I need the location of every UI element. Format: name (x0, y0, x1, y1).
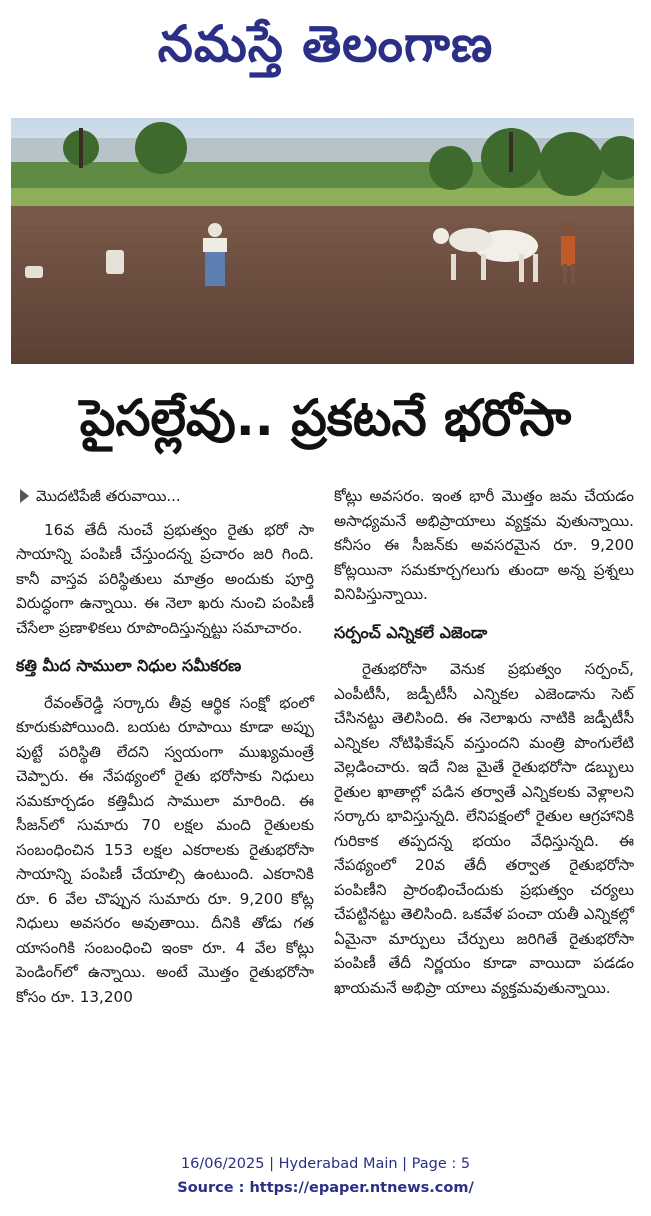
article-column-left (16, 484, 314, 1009)
funds-paragraph-continued: కోట్లు అవసరం. ఇంత భారీ మొత్తం జమ చేయడం అసాధ్యమనే అభిప్రాయాలు వ్యక్తమ వుతున్నాయి. కనీసం ఈ సీజన్‌కు అవసరమైన రూ. 9,200 కోట్లయినా సమకూర్చగలుగు తుందా అన్న ప్రశ్నలు వినిపిస్తున్నాయి. (334, 487, 634, 603)
arrow-right-icon (20, 489, 29, 503)
intro-paragraph: 16వ తేదీ నుంచే ప్రభుత్వం రైతు భరో సా సాయాన్ని పంపిణీ చేస్తుందన్న ప్రచారం జరి గింది. కానీ వాస్తవ పరిస్థితులు మాత్రం అందుకు పూర్తి విరుద్ధంగా ఉన్నాయి. ఈ నెలా ఖరు నుంచి పంపిణీ చేసేలా ప్రణాళికలు రూపొందిస్తున్నట్టు సమాచారం. (16, 520, 314, 637)
funds-paragraph: రేవంత్‌రెడ్డి సర్కారు తీవ్ర ఆర్థిక సంక్షో భంలో కూరుకుపోయింది. బయట రూపాయి కూడా అప్పు పుట్టే పరిస్థితి లేదని స్వయంగా ముఖ్యమంత్రే చెప్పారు. ఈ నేపథ్యంలో రైతు భరోసాకు నిధులు సమకూర్చడం కత్తిమీద సాములా మారింది. ఈ సీజన్‌లో సుమారు 70 లక్షల మంది రైతులకు సంబంధించిన 153 లక్షల ఎకరాలకు రైతుభరోసా సాయాన్ని పంపిణీ చేయాల్సి ఉంటుంది. ఎకరానికి రూ. 6 వేల చొప్పున సుమారు రూ. 9,200 కోట్ల నిధులు అవసరం అవుతాయి. దీనికి తోడు గత యాసంగికి సంబంధించి ఇంకా రూ. 4 వేల కోట్లు పెండింగ్‌లో ఉన్నాయి. అంటే మొత్తం రైతుభరోసా కోసం రూ. 13,200 (16, 693, 314, 1006)
newspaper-logo: నమస్తే తెలంగాణ (157, 15, 494, 73)
source-link[interactable]: Source : https://epaper.ntnews.com/ (177, 1180, 474, 1196)
kicker (16, 484, 314, 509)
edition-info: 16/06/2025 | Hyderabad Main | Page : 5 (180, 1156, 471, 1172)
elections-paragraph: రైతుభరోసా వెనుక ప్రభుత్వం సర్పంచ్, ఎంపీటీసీ, జడ్పీటీసీ ఎన్నికల ఎజెండాను సెట్ చేసినట్టు తెలిసింది. ఈ నెలాఖరు నాటికి జడ్పీటీసీ ఎన్నికల నోటిఫికేషన్ వస్తుందని మంత్రి పొంగులేటి వెల్లడించారు. ఇదే నిజ మైతే రైతుభరోసా డబ్బులు రైతుల ఖాతాల్లో పడిన తర్వాతే ఎన్నికలకు వెళ్లాలని సర్కారు భావిస్తున్నది. లేనిపక్షంలో రైతుల ఆగ్రహానికి గురికాక తప్పదన్న భయం వేధిస్తున్నది. ఈ నేపథ్యంలో 20వ తేదీ తర్వాత రైతుభరోసా పంపిణీని ప్రారంభించేందుకు ప్రభుత్వం చర్యలు చేపట్టినట్టు తెలిసింది. ఒకవేళ పంచా యతీ ఎన్నికల్లో ఏమైనా మార్పులు చేర్పులు జరిగితే రైతుభరోసా పంపిణీ తేదీ నిర్ణయం కూడా వాయిదా పడడం ఖాయమనే అభిప్రా యాలు వ్యక్తమవుతున్నాయి. (334, 660, 634, 997)
farm-field-photo (11, 118, 634, 364)
article-photo (11, 118, 634, 364)
article-column-right (334, 484, 634, 1000)
subheading-elections: సర్పంచ్ ఎన్నికలే ఎజెండా (334, 622, 488, 642)
footer (0, 1152, 651, 1200)
kicker-text: మొదటిపేజీ తరువాయి... (36, 487, 181, 505)
masthead (0, 4, 651, 94)
headline: పైసల్లేవు.. ప్రకటనే భరోసా (79, 389, 572, 447)
subheading-funds: కత్తి మీద సాములా నిధుల సమీకరణ (16, 656, 242, 675)
